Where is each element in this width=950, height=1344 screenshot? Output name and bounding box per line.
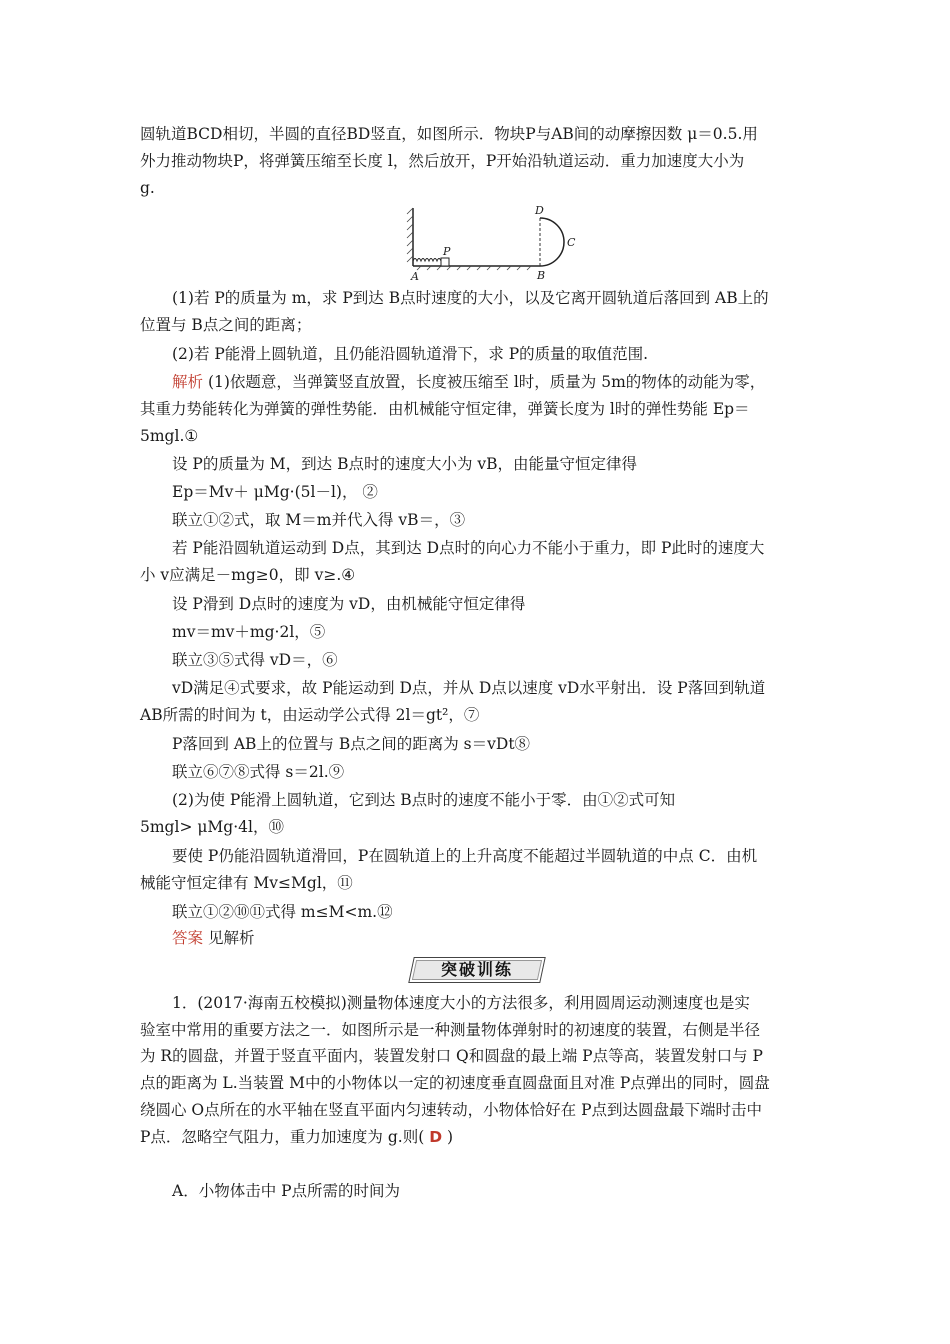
solution-line: 联立③⑤式得 vD＝，⑥	[172, 651, 338, 669]
intro-line: g.	[140, 179, 155, 197]
answer-line	[172, 925, 820, 952]
section-title: 突破训练	[440, 960, 513, 979]
solution-line: 要使 P仍能沿圆轨道滑回，P在圆轨道上的上升高度不能超过半圆轨道的中点 C．由机	[172, 847, 758, 865]
solution-line: 联立①②式，取 M＝m并代入得 vB＝，③	[172, 511, 466, 529]
solution-line: P落回到 AB上的位置与 B点之间的距离为 s＝vDt⑧	[172, 735, 531, 753]
solution-line: 联立⑥⑦⑧式得 s＝2l.⑨	[172, 763, 345, 781]
solution-line: 5mgl> μMg·4l，⑩	[140, 818, 284, 836]
problem-1-answer: D	[429, 1128, 443, 1146]
intro-line: 外力推动物块P，将弹簧压缩至长度 l，然后放开，P开始沿轨道运动．重力加速度大小为	[140, 152, 745, 170]
track-diagram	[405, 200, 585, 280]
solution-line: vD满足④式要求，故 P能运动到 D点，并从 D点以速度 vD水平射出．设 P落回到轨道	[172, 679, 766, 697]
label-p: P	[443, 245, 451, 258]
answer-text: 见解析	[203, 929, 255, 947]
question-1-line: 位置与 B点之间的距离；	[140, 316, 312, 334]
solution-line: Ep＝Mv＋ μMg·(5l－l)， ②	[172, 483, 378, 501]
solution-line: mv＝mv＋mg·2l，⑤	[172, 623, 326, 641]
label-c: C	[567, 236, 576, 249]
problem-1-line: 验室中常用的重要方法之一．如图所示是一种测量物体弹射时的初速度的装置，右侧是半径	[140, 1021, 761, 1039]
label-b: B	[537, 269, 546, 280]
solution-label: 解析	[172, 373, 204, 391]
answer-label: 答案	[172, 929, 204, 947]
problem-1-last-line	[140, 1124, 820, 1151]
solution-text: (1)依题意，当弹簧竖直放置，长度被压缩至 l时，质量为 5m的物体的动能为零，	[203, 373, 766, 391]
solution-line: 设 P的质量为 M，到达 B点时的速度大小为 vB，由能量守恒定律得	[172, 455, 638, 473]
problem-1-line: 点的距离为 L.当装置 M中的小物体以一定的初速度垂直圆盘面且对准 P点弹出的同时，圆盘	[140, 1074, 770, 1092]
solution-line: 其重力势能转化为弹簧的弹性势能．由机械能守恒定律，弹簧长度为 l时的弹性势能 Ep＝	[140, 400, 750, 418]
intro-line: 圆轨道BCD相切，半圆的直径BD竖直，如图所示．物块P与AB间的动摩擦因数 μ＝0.5.用	[140, 125, 758, 143]
option-a: A．小物体击中 P点所需的时间为	[172, 1182, 401, 1200]
solution-line: 5mgl.①	[140, 427, 199, 445]
solution-line: 联立①②⑩⑪式得 m≤M<m.⑫	[172, 903, 393, 921]
solution-line: 械能守恒定律有 Mv≤Mgl，⑪	[140, 874, 353, 892]
solution-line: 若 P能沿圆轨道运动到 D点，其到达 D点时的向心力不能小于重力，即 P此时的速度大	[172, 539, 765, 557]
problem-1-line: 绕圆心 O点所在的水平轴在竖直平面内匀速转动，小物体恰好在 P点到达圆盘最下端时击中	[140, 1101, 762, 1119]
solution-first-line	[172, 369, 820, 396]
problem-1-line: 1．(2017·海南五校模拟)测量物体速度大小的方法很多，利用圆周运动测速度也是实	[172, 994, 750, 1012]
question-2-line: (2)若 P能滑上圆轨道，且仍能沿圆轨道滑下，求 P的质量的取值范围.	[172, 345, 649, 363]
problem-1-text: P点．忽略空气阻力，重力加速度为 g.则(	[140, 1128, 430, 1146]
solution-line: 小 v应满足－mg≥0，即 v≥.④	[140, 566, 356, 584]
question-1-line: (1)若 P的质量为 m，求 P到达 B点时速度的大小，以及它离开圆轨道后落回到 AB上的	[172, 289, 769, 307]
solution-line: (2)为使 P能滑上圆轨道，它到达 B点时的速度不能小于零．由①②式可知	[172, 791, 676, 809]
solution-line: 设 P滑到 D点时的速度为 vD，由机械能守恒定律得	[172, 595, 526, 613]
problem-1-line: 为 R的圆盘，并置于竖直平面内，装置发射口 Q和圆盘的最上端 P点等高，装置发射口与 P	[140, 1047, 763, 1065]
label-d: D	[535, 204, 544, 217]
label-a: A	[411, 270, 419, 280]
solution-line: AB所需的时间为 t，由运动学公式得 2l＝gt²，⑦	[140, 706, 480, 724]
section-banner	[408, 957, 546, 983]
problem-1-bracket: )	[442, 1128, 454, 1146]
block-p	[441, 258, 449, 266]
